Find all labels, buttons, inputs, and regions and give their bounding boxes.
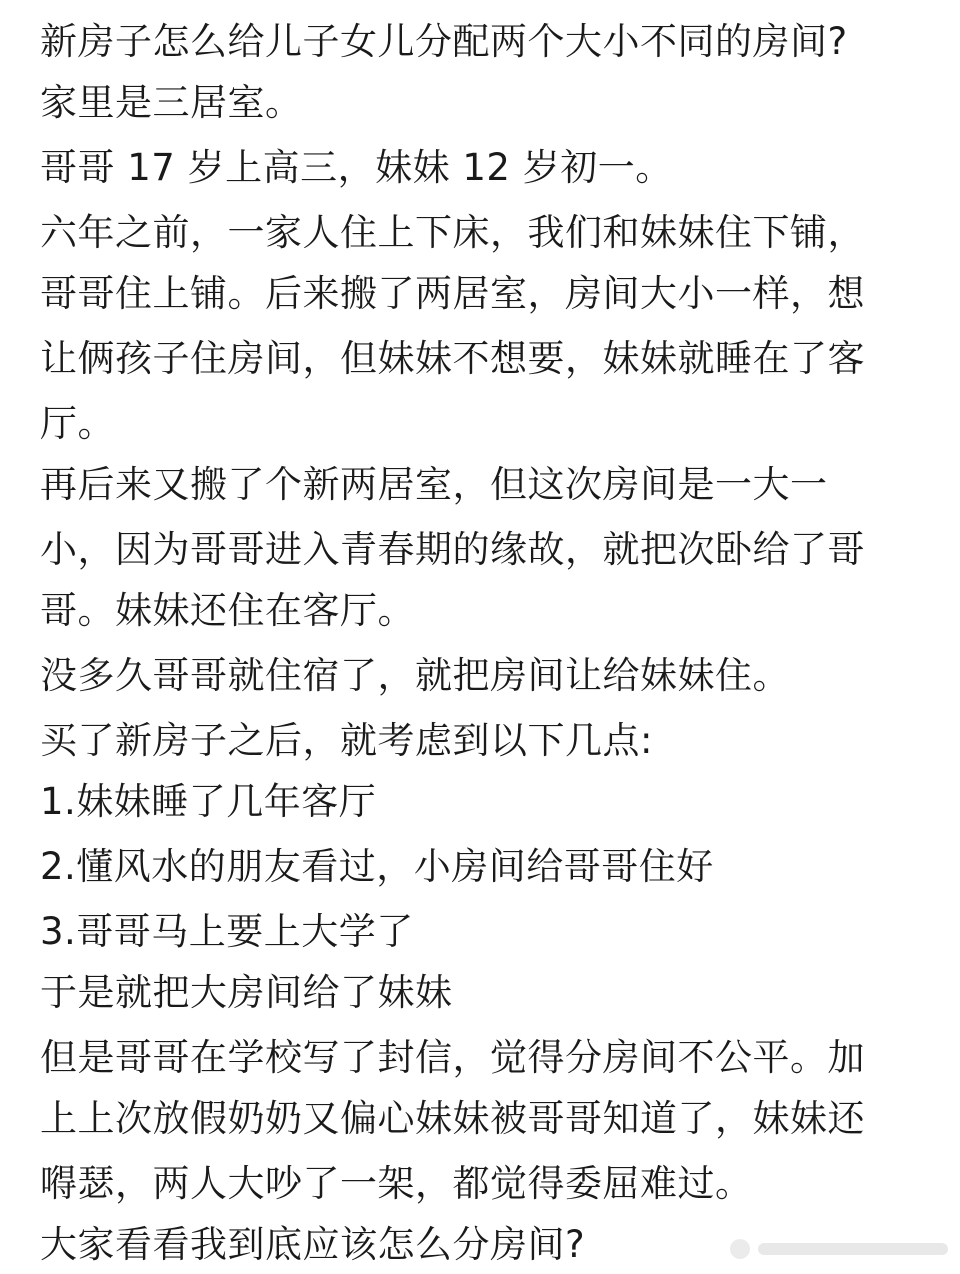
post-line: 新房子怎么给儿子女儿分配两个大小不同的房间?	[40, 20, 848, 63]
watermark	[718, 1234, 948, 1264]
post-line: 让俩孩子住房间，但妹妹不想要，妹妹就睡在了客	[40, 337, 865, 380]
post-line: 哥。妹妹还住在客厅。	[40, 589, 415, 632]
watermark-logo-icon	[730, 1239, 750, 1259]
post-line: 厅。	[40, 402, 115, 445]
post-line: 3.哥哥马上要上大学了	[40, 910, 414, 953]
post-line: 哥哥 17 岁上高三，妹妹 12 岁初一。	[40, 146, 673, 189]
post-line: 再后来又搬了个新两居室，但这次房间是一大一	[40, 463, 828, 506]
post-line: 六年之前，一家人住上下床，我们和妹妹住下铺，	[40, 211, 865, 254]
post-line: 于是就把大房间给了妹妹	[40, 971, 453, 1014]
post-line: 2.懂风水的朋友看过，小房间给哥哥住好	[40, 845, 714, 888]
post-line: 嘚瑟，两人大吵了一架，都觉得委屈难过。	[40, 1162, 753, 1205]
post-line: 家里是三居室。	[40, 81, 303, 124]
post-line: 上上次放假奶奶又偏心妹妹被哥哥知道了，妹妹还	[40, 1097, 865, 1140]
post-line: 大家看看我到底应该怎么分房间?	[40, 1223, 586, 1266]
post-line: 小，因为哥哥进入青春期的缘故，就把次卧给了哥	[40, 528, 865, 571]
post-line: 没多久哥哥就住宿了，就把房间让给妹妹住。	[40, 654, 790, 697]
post-line: 买了新房子之后，就考虑到以下几点:	[40, 719, 653, 762]
post-line: 1.妹妹睡了几年客厅	[40, 780, 377, 823]
post-line: 哥哥住上铺。后来搬了两居室，房间大小一样，想	[40, 272, 865, 315]
watermark-bar	[758, 1243, 948, 1255]
post-line: 但是哥哥在学校写了封信，觉得分房间不公平。加	[40, 1036, 865, 1079]
